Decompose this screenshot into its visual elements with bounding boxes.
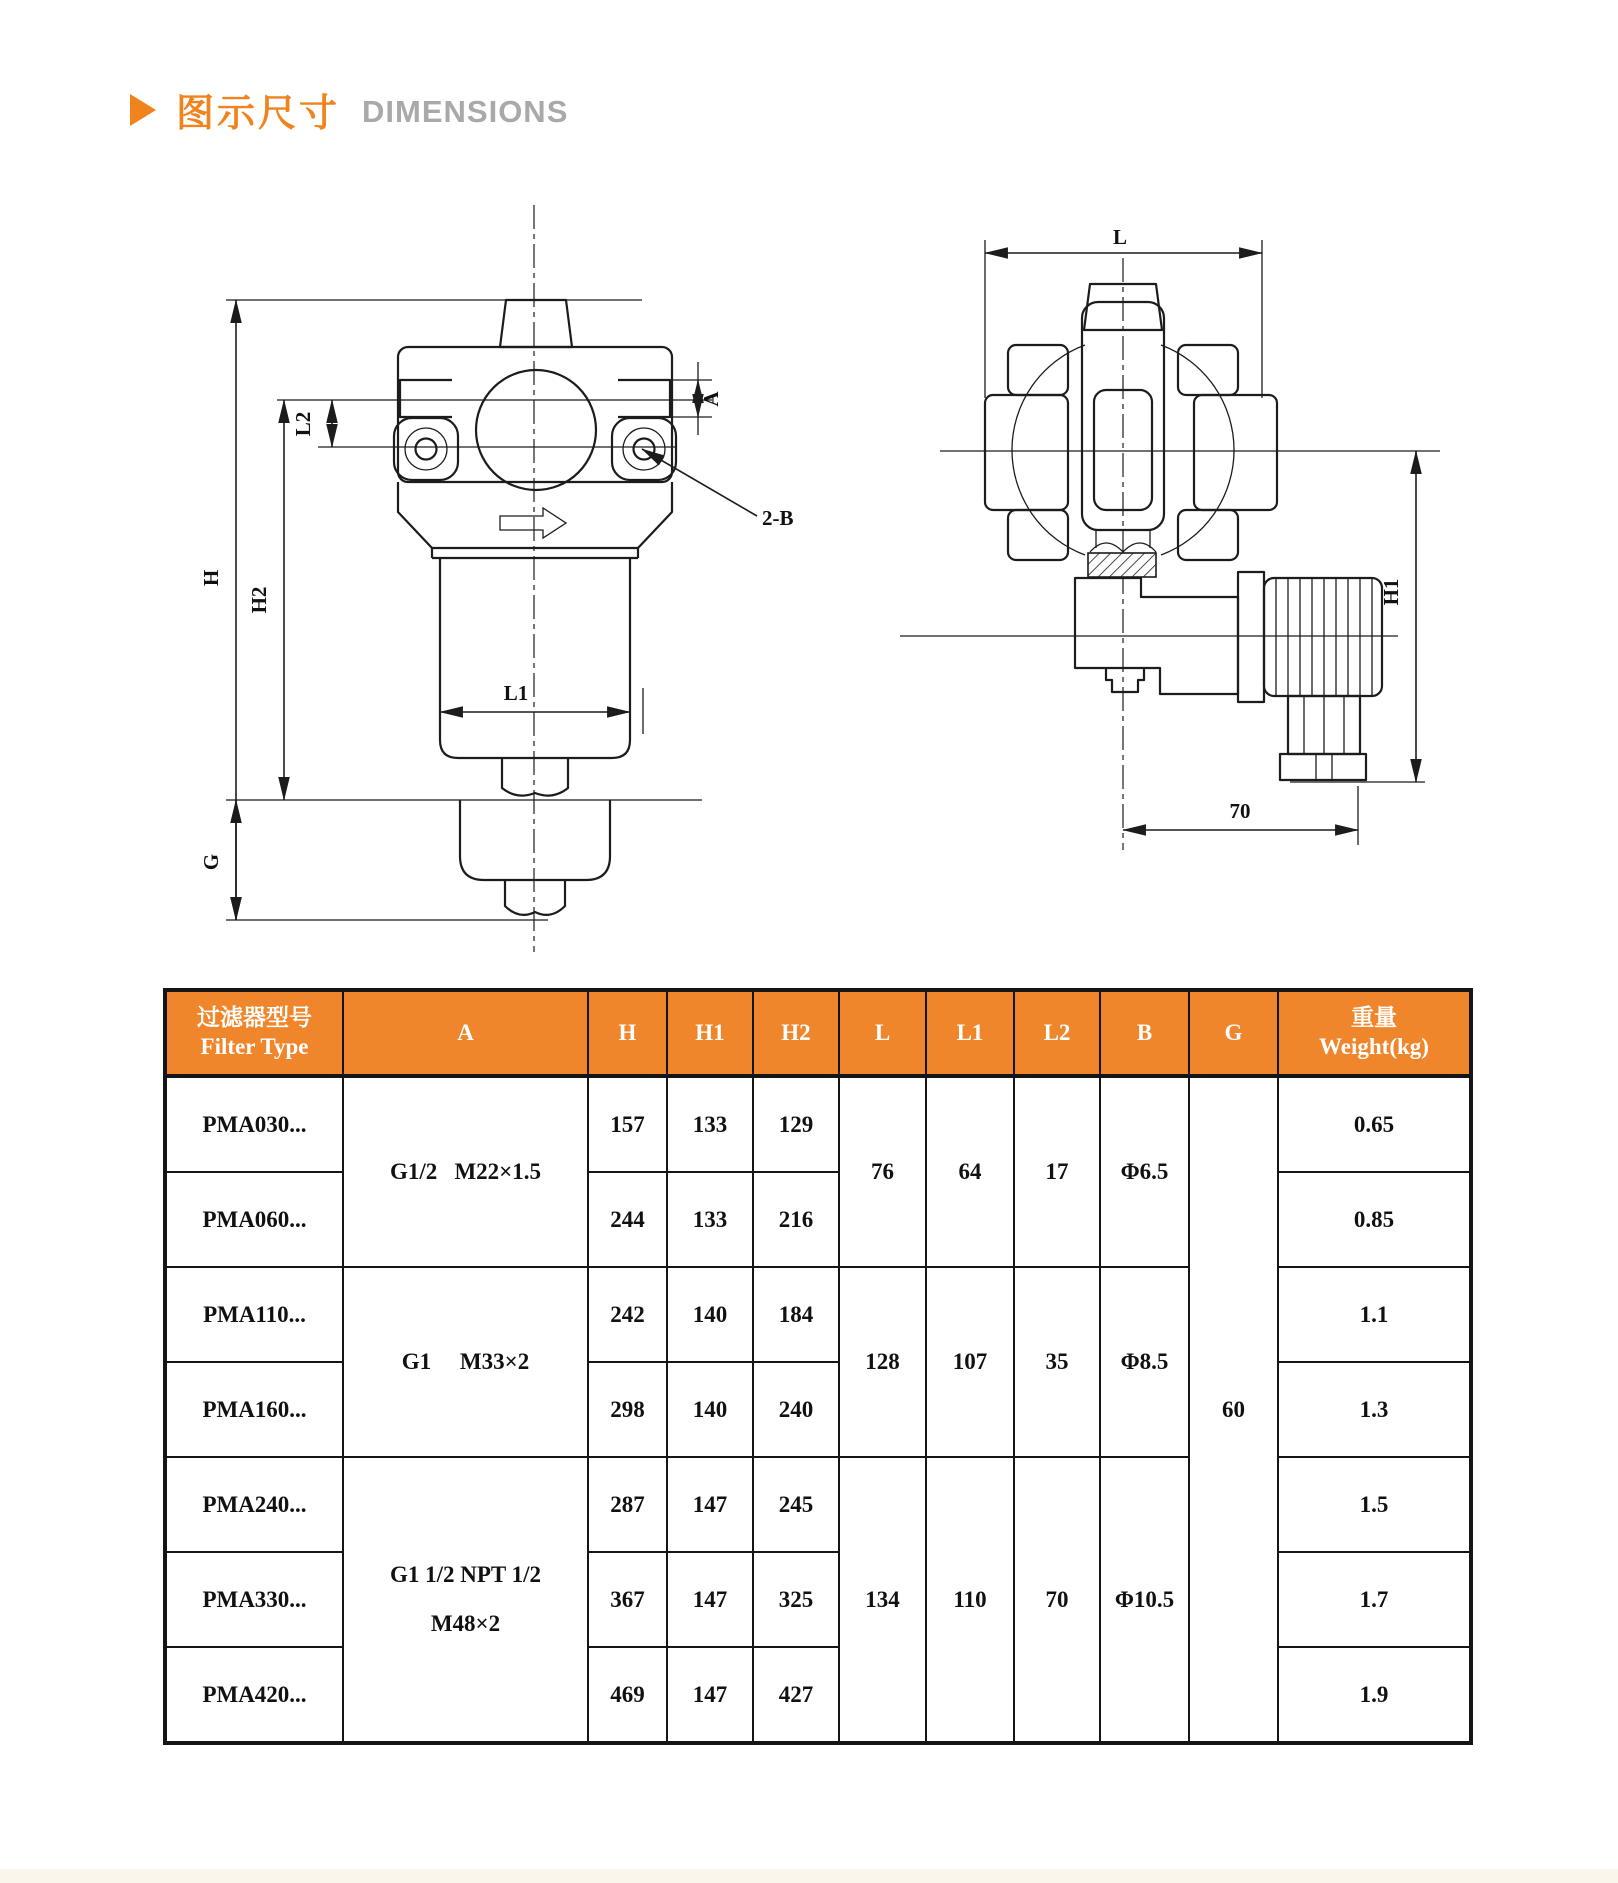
cell-l: 76 (839, 1076, 926, 1267)
front-view (199, 205, 794, 952)
cell-b: Φ6.5 (1100, 1076, 1189, 1267)
dim-h (199, 300, 236, 920)
col-header-weight-zh: 重量 (1351, 1005, 1397, 1031)
cell-l1: 64 (926, 1076, 1014, 1267)
cell-model: PMA030... (165, 1076, 343, 1172)
cell-thread-a (343, 1076, 588, 1267)
col-header-a: A (343, 990, 588, 1076)
cell-h1: 140 (667, 1267, 753, 1362)
dim-label-h1: H1 (1379, 578, 1403, 606)
cell-h2: 245 (753, 1457, 839, 1552)
dim-g (199, 800, 236, 920)
cell-weight: 0.85 (1278, 1172, 1471, 1267)
cell-b: Φ8.5 (1100, 1267, 1189, 1457)
dim-label-a: A (699, 391, 723, 407)
thread-a-line1: G1/2 M22×1.5 (389, 1158, 542, 1184)
cell-l2: 35 (1014, 1267, 1100, 1457)
cell-thread-a (343, 1457, 588, 1743)
cell-h: 244 (588, 1172, 667, 1267)
thread-a-line2: M48×2 (430, 1610, 501, 1636)
dim-l1 (440, 681, 630, 712)
col-header-b: B (1100, 990, 1189, 1076)
cell-h: 367 (588, 1552, 667, 1647)
cell-h2: 216 (753, 1172, 839, 1267)
cell-h: 298 (588, 1362, 667, 1457)
dim-h2 (247, 400, 284, 800)
col-header-h1: H1 (667, 990, 753, 1076)
col-header-weight-en: Weight(kg) (1319, 1034, 1429, 1059)
cell-model: PMA110... (165, 1267, 343, 1362)
col-header-h2: H2 (753, 990, 839, 1076)
cell-h2: 129 (753, 1076, 839, 1172)
dim-70 (1123, 799, 1358, 830)
thread-a-line1: G1 M33×2 (401, 1348, 530, 1374)
dim-label-h: H (199, 569, 223, 587)
cell-b: Φ10.5 (1100, 1457, 1189, 1743)
dim-label-g: G (199, 853, 223, 871)
col-header-filter-type-en: Filter Type (200, 1034, 309, 1059)
cell-h2: 325 (753, 1552, 839, 1647)
cell-h1: 133 (667, 1076, 753, 1172)
flow-arrow-icon (500, 508, 566, 538)
col-header-l: L (839, 990, 926, 1076)
dim-h1 (1379, 451, 1416, 782)
cell-g: 60 (1189, 1076, 1278, 1743)
cell-thread-a (343, 1267, 588, 1457)
cell-h: 287 (588, 1457, 667, 1552)
cell-l1: 107 (926, 1267, 1014, 1457)
cell-h2: 240 (753, 1362, 839, 1457)
cell-h: 242 (588, 1267, 667, 1362)
cell-h1: 147 (667, 1647, 753, 1743)
col-header-filter-type-zh: 过滤器型号 (197, 1005, 312, 1031)
col-header-l2: L2 (1014, 990, 1100, 1076)
cell-l: 128 (839, 1267, 926, 1457)
dim-a (698, 362, 723, 435)
dim-label-70: 70 (1229, 799, 1251, 823)
col-header-l1: L1 (926, 990, 1014, 1076)
dim-label-2b: 2-B (762, 506, 794, 530)
section-title-zh: 图示尺寸 (176, 93, 341, 135)
cell-model: PMA240... (165, 1457, 343, 1552)
col-header-weight (1278, 990, 1471, 1076)
dimensions-table (163, 988, 1473, 1745)
dim-label-h2: H2 (247, 586, 271, 614)
cell-l2: 70 (1014, 1457, 1100, 1743)
dim-l2 (291, 400, 332, 447)
cell-weight: 0.65 (1278, 1076, 1471, 1172)
cell-weight: 1.7 (1278, 1552, 1471, 1647)
thread-a-line1: G1 1/2 NPT 1/2 (389, 1562, 541, 1588)
cell-h1: 140 (667, 1362, 753, 1457)
cell-weight: 1.5 (1278, 1457, 1471, 1552)
cell-l: 134 (839, 1457, 926, 1743)
cell-model: PMA330... (165, 1552, 343, 1647)
cell-l1: 110 (926, 1457, 1014, 1743)
section-title-en: DIMENSIONS (362, 93, 569, 129)
cell-weight: 1.9 (1278, 1647, 1471, 1743)
table-row (165, 1076, 1471, 1172)
cell-h1: 147 (667, 1457, 753, 1552)
cell-l2: 17 (1014, 1076, 1100, 1267)
cell-weight: 1.3 (1278, 1362, 1471, 1457)
dim-label-l: L (1112, 225, 1128, 249)
cell-model: PMA420... (165, 1647, 343, 1743)
cell-h: 157 (588, 1076, 667, 1172)
cell-model: PMA160... (165, 1362, 343, 1457)
page-bottom-strip (0, 1869, 1618, 1883)
dim-label-l1: L1 (503, 681, 529, 705)
cell-model: PMA060... (165, 1172, 343, 1267)
cell-weight: 1.1 (1278, 1267, 1471, 1362)
callout-2b (642, 449, 794, 530)
dim-l (985, 225, 1262, 253)
col-header-g: G (1189, 990, 1278, 1076)
cell-h: 469 (588, 1647, 667, 1743)
col-header-h: H (588, 990, 667, 1076)
cell-h1: 133 (667, 1172, 753, 1267)
cell-h2: 184 (753, 1267, 839, 1362)
cell-h2: 427 (753, 1647, 839, 1743)
cell-h1: 147 (667, 1552, 753, 1647)
table-header-row (165, 990, 1471, 1076)
dim-label-l2: L2 (291, 411, 315, 437)
col-header-filter-type (165, 990, 343, 1076)
side-view (900, 225, 1440, 850)
